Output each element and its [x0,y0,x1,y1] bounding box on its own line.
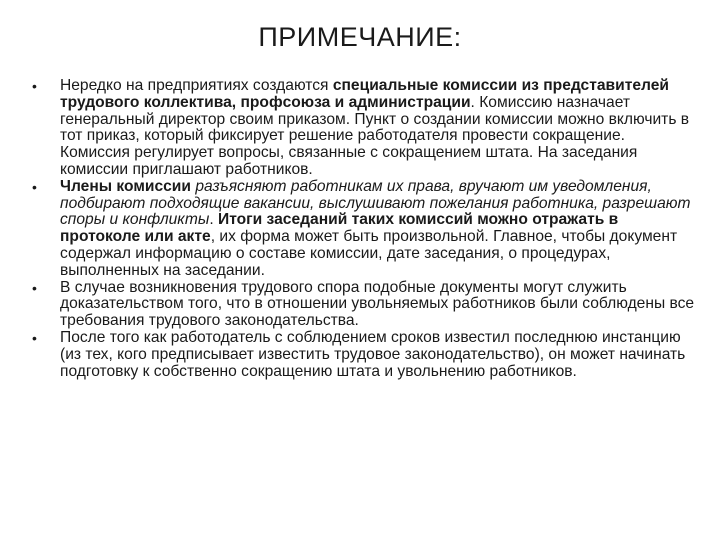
bullet-text-segment-bold: Члены комиссии [60,177,191,195]
bullet-marker: • [32,78,37,94]
bullet-marker: • [32,329,37,346]
bullet-marker: • [32,178,37,195]
bullet-text-segment-bold: Итоги заседаний таких комиссий можно отражать в протоколе или акте [60,211,619,246]
slide-title: ПРИМЕЧАНИЕ: [258,22,462,52]
bullet-item [32,330,696,380]
bullet-text-segment: , их форма может быть произвольной. Главное, чтобы документ содержал информацию о составе комиссии, дате заседания, о процедурах, выполненных на заседании. [60,228,678,279]
bullet-text-segment: . [209,211,218,229]
bullet-text-segment: Нередко на предприятиях создаются [60,77,333,94]
bullet-item [32,179,696,280]
bullet-list [32,78,696,380]
bullet-text-segment-italic: разъясняют работникам их права, вручают им уведомления, подбирают подходящие вакансии, выслушивают пожелания работника, разрешают споры и конфликты [60,177,691,229]
bullet-item [32,280,696,330]
bullet-text-segment: В случае возникновения трудового спора подобные документы могут служить доказательством того, что в отношении увольняемых работников были соблюдены все требования трудового законодательства. [60,278,695,330]
bullet-text-segment-bold: специальные комиссии из представителей трудового коллектива, профсоюза и администрации [60,77,669,111]
bullet-item [32,78,696,179]
bullet-text-segment: . Комиссию назначает генеральный директор своим приказом. Пункт о создании комиссии можно включить в тот приказ, который фиксирует решение работодателя провести сокращение. Комиссия регулирует вопросы, связанные с сокращением штата. На заседания комиссии приглашают работников. [60,93,690,178]
bullet-marker: • [32,279,37,296]
bullet-text-segment: После того как работодатель с соблюдением сроков известил последнюю инстанцию (из тех, кого предписывает известить трудовое законодательство), он может начинать подготовку к собственно сокращению штата и увольнению работников. [60,328,686,380]
